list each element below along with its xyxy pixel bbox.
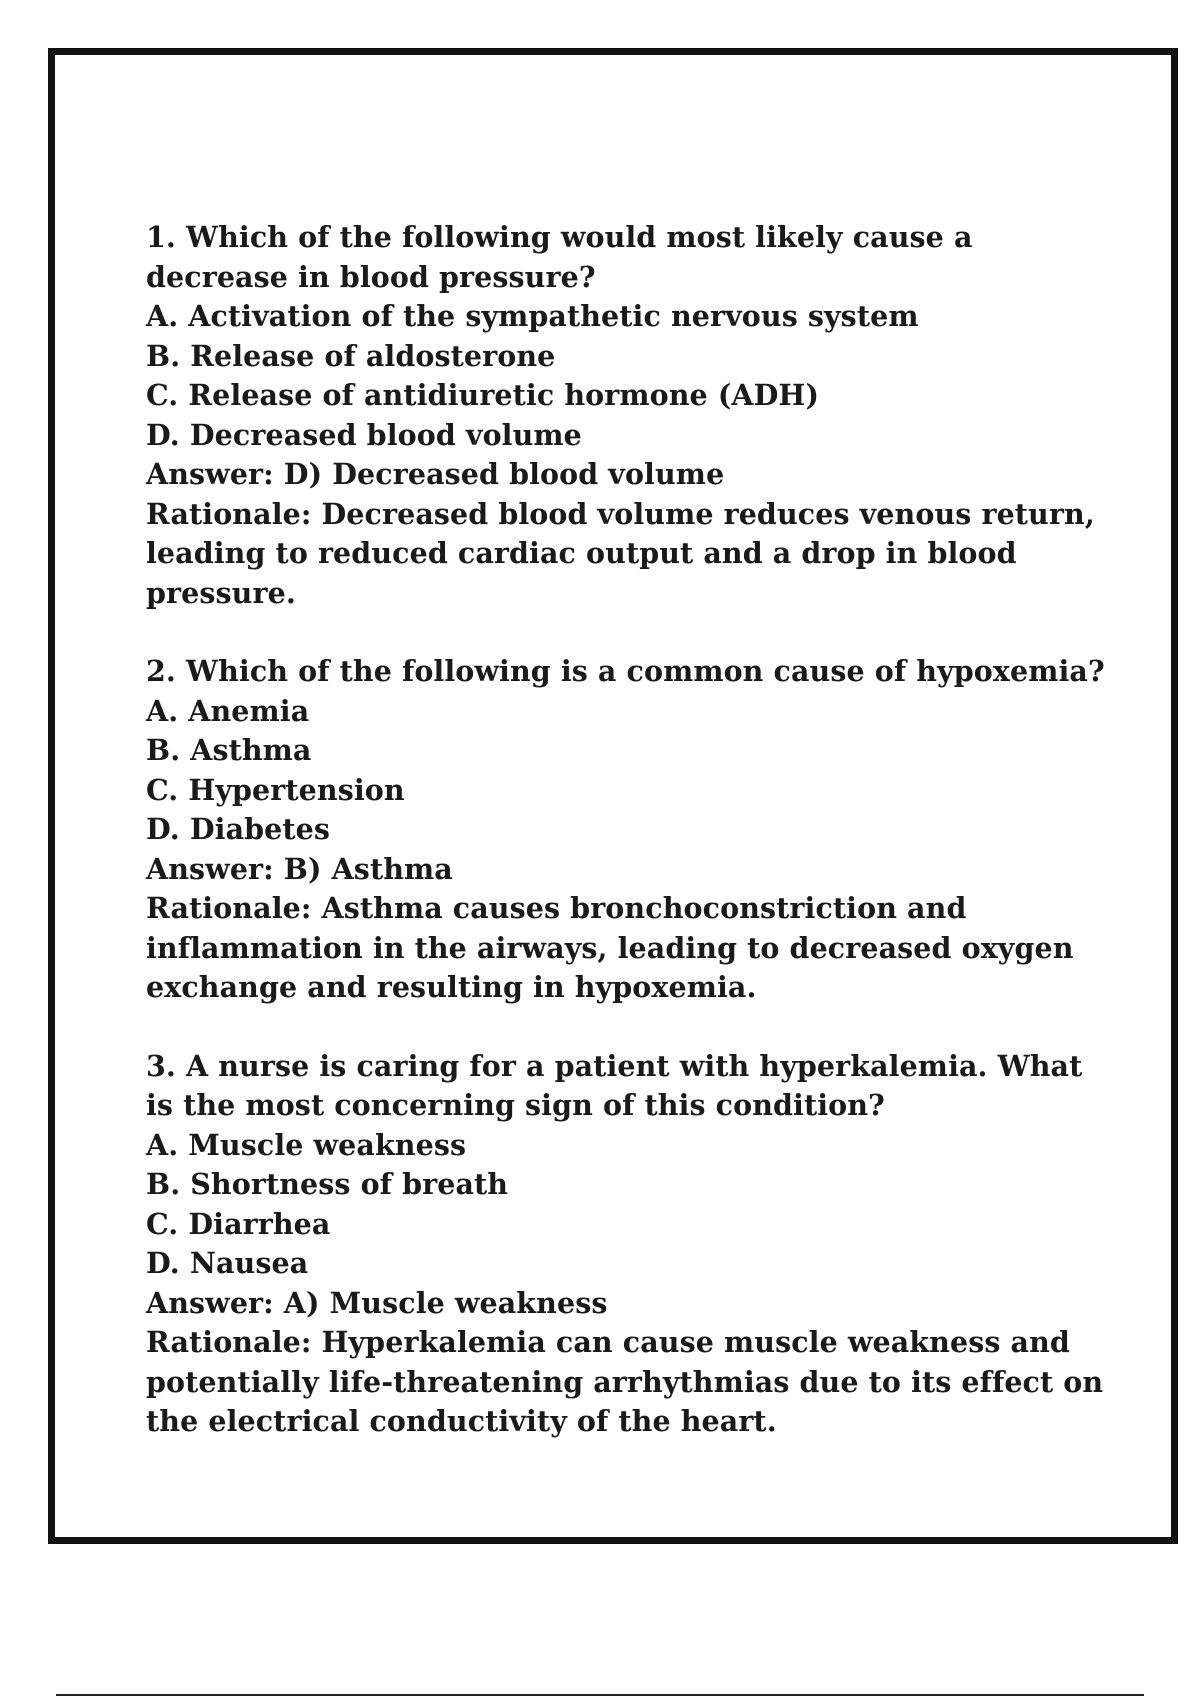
option-b: B. Shortness of breath bbox=[146, 1167, 509, 1201]
rationale-text: Rationale: Hyperkalemia can cause muscle weakness and potentially life-threatening arrhythmias due to its effect on the electrical conductivity of the heart. bbox=[146, 1325, 1104, 1438]
question-1 bbox=[146, 218, 1106, 613]
option-b: B. Release of aldosterone bbox=[146, 338, 556, 373]
option-c: C. Release of antidiuretic hormone (ADH) bbox=[146, 378, 820, 412]
option-a: A. Anemia bbox=[146, 693, 310, 728]
option-a: A. Muscle weakness bbox=[146, 1127, 467, 1162]
answer-text: Answer: A) Muscle weakness bbox=[146, 1285, 608, 1320]
question-list bbox=[146, 218, 1106, 1442]
option-d: D. Nausea bbox=[146, 1246, 309, 1280]
question-prompt: 2. Which of the following is a common cause of hypoxemia? bbox=[146, 654, 1105, 688]
question-prompt: 1. Which of the following would most likely cause a decrease in blood pressure? bbox=[146, 220, 973, 294]
answer-text: Answer: B) Asthma bbox=[146, 851, 453, 886]
question-3 bbox=[146, 1047, 1106, 1442]
question-2 bbox=[146, 652, 1106, 1008]
option-b: B. Asthma bbox=[146, 733, 312, 767]
rationale-text: Rationale: Decreased blood volume reduces venous return, leading to reduced cardiac output and a drop in blood pressure. bbox=[146, 496, 1095, 610]
option-d: D. Diabetes bbox=[146, 812, 331, 846]
question-prompt: 3. A nurse is caring for a patient with hyperkalemia. What is the most concerning sign of this condition? bbox=[146, 1048, 1083, 1122]
option-a: A. Activation of the sympathetic nervous system bbox=[146, 299, 919, 333]
option-c: C. Diarrhea bbox=[146, 1206, 331, 1241]
option-c: C. Hypertension bbox=[146, 772, 405, 807]
option-d: D. Decreased blood volume bbox=[146, 417, 582, 452]
footer-divider bbox=[56, 1694, 1144, 1696]
rationale-text: Rationale: Asthma causes bronchoconstriction and inflammation in the airways, leading to decreased oxygen exchange and resulting in hypoxemia. bbox=[146, 891, 1074, 1004]
answer-text: Answer: D) Decreased blood volume bbox=[146, 457, 725, 491]
